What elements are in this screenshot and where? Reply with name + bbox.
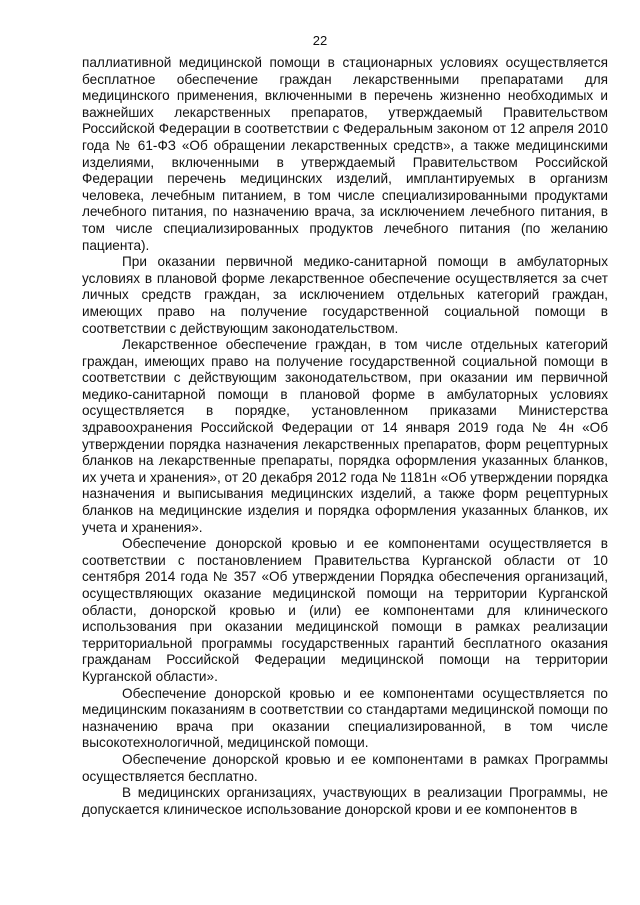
paragraph-drug-provision-order: Лекарственное обеспечение граждан, в том числе отдельных категорий граждан, имеющих право на получение государственной социальной помощи в соответствии с действующим законодательством, при оказании им первичной медико-санитарной помощи в плановой форме в амбулаторных условиях осуществляется в порядке, установленном приказами Министерства здравоохранения Российской Федерации от 14 января 2019 года № 4н «Об утверждении порядка назначения лекарственных препаратов, форм рецептурных бланков на лекарственные препараты, порядка оформления указанных бланков, их учета и хранения», от 20 декабря 2012 года № 1181н «Об утверждении порядка назначения и выписывания медицинских изделий, а также форм рецептурных бланков на медицинские изделия и порядка оформления указанных бланков, их учета и хранения». <box>82 337 608 535</box>
paragraph-donor-blood-restriction: В медицинских организациях, участвующих в реализации Программы, не допускается клиническое использование донорской крови и ее компонентов в <box>82 785 608 817</box>
paragraph-palliative-care: паллиативной медицинской помощи в стационарных условиях осуществляется бесплатное обеспечение граждан лекарственными препаратами для медицинского применения, включенными в перечень жизненно необходимых и важнейших лекарственных препаратов, утверждаемый Правительством Российской Федерации в соответствии с Федеральным законом от 12 апреля 2010 года № 61-ФЗ «Об обращении лекарственных средств», а также медицинскими изделиями, включенными в утверждаемый Правительством Российской Федерации перечень медицинских изделий, имплантируемых в организм человека, лечебным питанием, в том числе специализированными продуктами лечебного питания, по назначению врача, за исключением лечебного питания, в том числе специализированных продуктов лечебного питания (по желанию пациента). <box>82 55 608 253</box>
paragraph-donor-blood-free: Обеспечение донорской кровью и ее компонентами в рамках Программы осуществляется бесплатно. <box>82 751 608 784</box>
page-number: 22 <box>312 33 328 48</box>
document-body <box>82 55 608 818</box>
paragraph-donor-blood-resolution: Обеспечение донорской кровью и ее компонентами осуществляется в соответствии с постановлением Правительства Курганской области от 10 сентября 2014 года № 357 «Об утверждении Порядка обеспечения организаций, осуществляющих оказание медицинской помощи на территории Курганской области, донорской кровью и (или) ее компонентами для клинического использования при оказании медицинской помощи в рамках реализации территориальной программы государственных гарантий бесплатного оказания гражданам Российской Федерации медицинской помощи на территории Курганской области». <box>82 536 608 684</box>
paragraph-donor-blood-indications: Обеспечение донорской кровью и ее компонентами осуществляется по медицинским показаниям в соответствии со стандартами медицинской помощи по назначению врача при оказании специализированной, в том числе высокотехнологичной, медицинской помощи. <box>82 685 608 751</box>
paragraph-primary-care-drugs: При оказании первичной медико-санитарной помощи в амбулаторных условиях в плановой форме лекарственное обеспечение осуществляется за счет личных средств граждан, за исключением отдельных категорий граждан, имеющих право на получение государственной социальной помощи в соответствии с действующим законодательством. <box>82 254 608 336</box>
